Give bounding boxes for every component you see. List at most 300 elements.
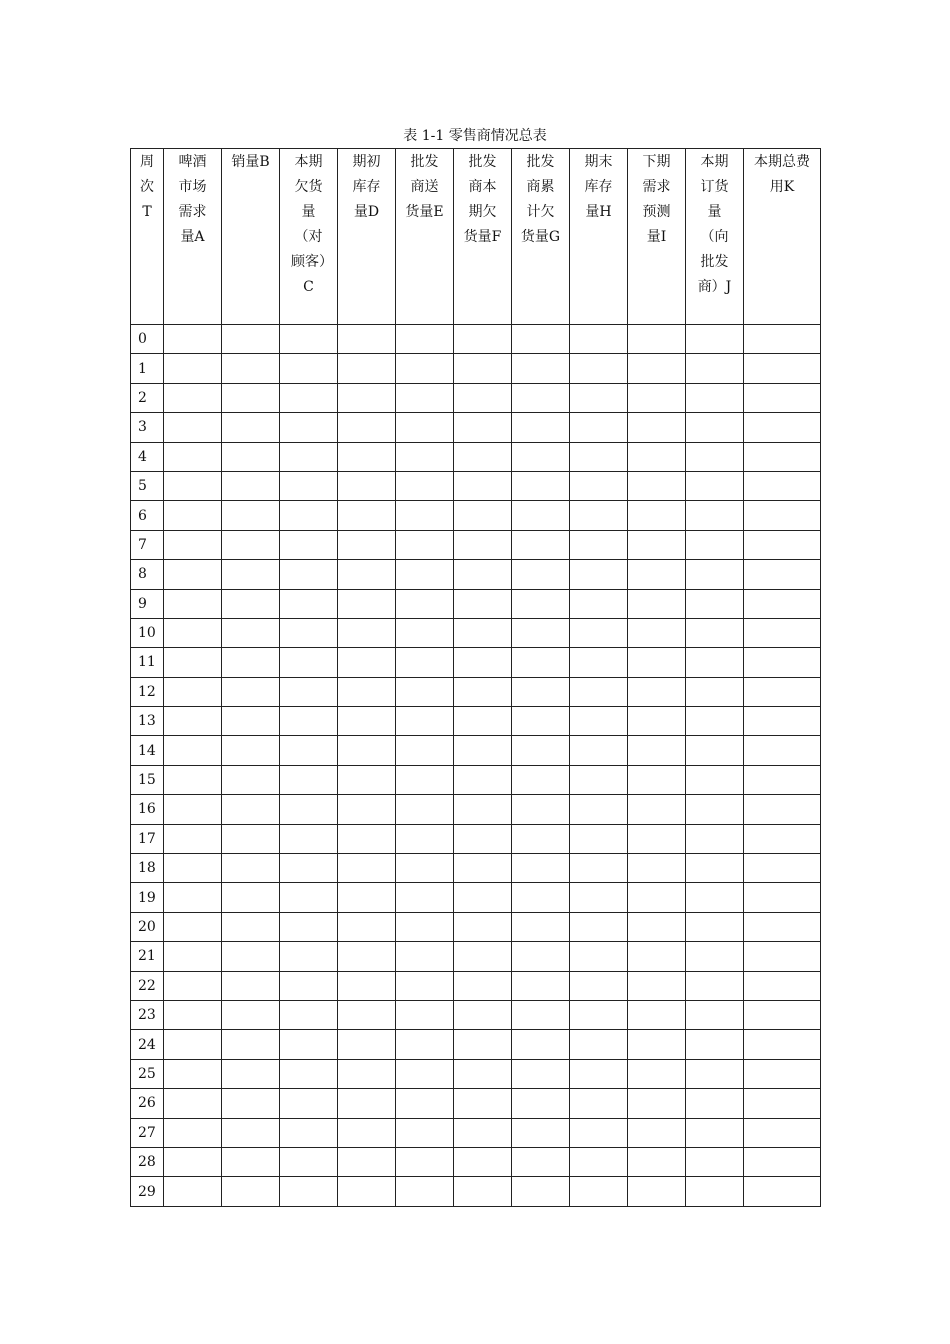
- empty-cell[interactable]: [222, 1147, 280, 1176]
- empty-cell[interactable]: [570, 971, 628, 1000]
- empty-cell[interactable]: [454, 1118, 512, 1147]
- empty-cell[interactable]: [396, 471, 454, 500]
- empty-cell[interactable]: [338, 1089, 396, 1118]
- empty-cell[interactable]: [280, 530, 338, 559]
- empty-cell[interactable]: [164, 325, 222, 354]
- empty-cell[interactable]: [164, 971, 222, 1000]
- empty-cell[interactable]: [570, 648, 628, 677]
- empty-cell[interactable]: [396, 1089, 454, 1118]
- empty-cell[interactable]: [396, 1000, 454, 1029]
- empty-cell[interactable]: [338, 589, 396, 618]
- empty-cell[interactable]: [628, 677, 686, 706]
- empty-cell[interactable]: [280, 1030, 338, 1059]
- empty-cell[interactable]: [512, 471, 570, 500]
- empty-cell[interactable]: [512, 736, 570, 765]
- empty-cell[interactable]: [744, 560, 821, 589]
- empty-cell[interactable]: [454, 795, 512, 824]
- empty-cell[interactable]: [338, 1059, 396, 1088]
- empty-cell[interactable]: [280, 765, 338, 794]
- empty-cell[interactable]: [454, 736, 512, 765]
- empty-cell[interactable]: [512, 912, 570, 941]
- empty-cell[interactable]: [280, 648, 338, 677]
- empty-cell[interactable]: [512, 560, 570, 589]
- empty-cell[interactable]: [222, 560, 280, 589]
- empty-cell[interactable]: [512, 325, 570, 354]
- empty-cell[interactable]: [454, 1177, 512, 1206]
- empty-cell[interactable]: [164, 736, 222, 765]
- empty-cell[interactable]: [164, 854, 222, 883]
- empty-cell[interactable]: [686, 883, 744, 912]
- empty-cell[interactable]: [744, 530, 821, 559]
- empty-cell[interactable]: [628, 1089, 686, 1118]
- empty-cell[interactable]: [628, 971, 686, 1000]
- empty-cell[interactable]: [686, 912, 744, 941]
- empty-cell[interactable]: [222, 530, 280, 559]
- empty-cell[interactable]: [396, 530, 454, 559]
- empty-cell[interactable]: [454, 677, 512, 706]
- empty-cell[interactable]: [164, 1177, 222, 1206]
- empty-cell[interactable]: [280, 383, 338, 412]
- empty-cell[interactable]: [280, 971, 338, 1000]
- empty-cell[interactable]: [164, 471, 222, 500]
- empty-cell[interactable]: [628, 618, 686, 647]
- empty-cell[interactable]: [628, 530, 686, 559]
- empty-cell[interactable]: [512, 618, 570, 647]
- empty-cell[interactable]: [512, 442, 570, 471]
- empty-cell[interactable]: [744, 589, 821, 618]
- empty-cell[interactable]: [338, 1000, 396, 1029]
- empty-cell[interactable]: [744, 942, 821, 971]
- empty-cell[interactable]: [512, 677, 570, 706]
- empty-cell[interactable]: [686, 648, 744, 677]
- empty-cell[interactable]: [280, 325, 338, 354]
- empty-cell[interactable]: [164, 648, 222, 677]
- empty-cell[interactable]: [280, 560, 338, 589]
- empty-cell[interactable]: [744, 1089, 821, 1118]
- empty-cell[interactable]: [628, 560, 686, 589]
- empty-cell[interactable]: [512, 354, 570, 383]
- empty-cell[interactable]: [280, 1000, 338, 1029]
- empty-cell[interactable]: [396, 912, 454, 941]
- empty-cell[interactable]: [222, 471, 280, 500]
- empty-cell[interactable]: [396, 589, 454, 618]
- empty-cell[interactable]: [338, 354, 396, 383]
- empty-cell[interactable]: [280, 413, 338, 442]
- empty-cell[interactable]: [338, 971, 396, 1000]
- empty-cell[interactable]: [512, 1118, 570, 1147]
- empty-cell[interactable]: [454, 618, 512, 647]
- empty-cell[interactable]: [338, 765, 396, 794]
- empty-cell[interactable]: [512, 501, 570, 530]
- empty-cell[interactable]: [396, 971, 454, 1000]
- empty-cell[interactable]: [280, 677, 338, 706]
- empty-cell[interactable]: [686, 971, 744, 1000]
- empty-cell[interactable]: [628, 942, 686, 971]
- empty-cell[interactable]: [280, 795, 338, 824]
- empty-cell[interactable]: [512, 1059, 570, 1088]
- empty-cell[interactable]: [744, 854, 821, 883]
- empty-cell[interactable]: [686, 795, 744, 824]
- empty-cell[interactable]: [164, 1059, 222, 1088]
- empty-cell[interactable]: [338, 1177, 396, 1206]
- empty-cell[interactable]: [686, 354, 744, 383]
- empty-cell[interactable]: [686, 383, 744, 412]
- empty-cell[interactable]: [338, 912, 396, 941]
- empty-cell[interactable]: [570, 795, 628, 824]
- empty-cell[interactable]: [222, 883, 280, 912]
- empty-cell[interactable]: [222, 707, 280, 736]
- empty-cell[interactable]: [164, 1030, 222, 1059]
- empty-cell[interactable]: [222, 942, 280, 971]
- empty-cell[interactable]: [686, 942, 744, 971]
- empty-cell[interactable]: [396, 707, 454, 736]
- empty-cell[interactable]: [164, 942, 222, 971]
- empty-cell[interactable]: [744, 1177, 821, 1206]
- empty-cell[interactable]: [222, 589, 280, 618]
- empty-cell[interactable]: [628, 442, 686, 471]
- empty-cell[interactable]: [338, 707, 396, 736]
- empty-cell[interactable]: [454, 854, 512, 883]
- empty-cell[interactable]: [512, 1000, 570, 1029]
- empty-cell[interactable]: [396, 560, 454, 589]
- empty-cell[interactable]: [686, 824, 744, 853]
- empty-cell[interactable]: [686, 1089, 744, 1118]
- empty-cell[interactable]: [686, 413, 744, 442]
- empty-cell[interactable]: [280, 471, 338, 500]
- empty-cell[interactable]: [454, 648, 512, 677]
- empty-cell[interactable]: [164, 707, 222, 736]
- empty-cell[interactable]: [280, 854, 338, 883]
- empty-cell[interactable]: [686, 1177, 744, 1206]
- empty-cell[interactable]: [744, 501, 821, 530]
- empty-cell[interactable]: [570, 589, 628, 618]
- empty-cell[interactable]: [570, 707, 628, 736]
- empty-cell[interactable]: [454, 883, 512, 912]
- empty-cell[interactable]: [280, 618, 338, 647]
- empty-cell[interactable]: [280, 883, 338, 912]
- empty-cell[interactable]: [396, 795, 454, 824]
- empty-cell[interactable]: [686, 442, 744, 471]
- empty-cell[interactable]: [338, 383, 396, 412]
- empty-cell[interactable]: [744, 1118, 821, 1147]
- empty-cell[interactable]: [570, 325, 628, 354]
- empty-cell[interactable]: [280, 942, 338, 971]
- empty-cell[interactable]: [280, 501, 338, 530]
- empty-cell[interactable]: [628, 824, 686, 853]
- empty-cell[interactable]: [222, 824, 280, 853]
- empty-cell[interactable]: [686, 854, 744, 883]
- empty-cell[interactable]: [686, 707, 744, 736]
- empty-cell[interactable]: [338, 648, 396, 677]
- empty-cell[interactable]: [164, 677, 222, 706]
- empty-cell[interactable]: [744, 471, 821, 500]
- empty-cell[interactable]: [686, 1000, 744, 1029]
- empty-cell[interactable]: [570, 1118, 628, 1147]
- empty-cell[interactable]: [744, 1059, 821, 1088]
- empty-cell[interactable]: [628, 413, 686, 442]
- empty-cell[interactable]: [512, 824, 570, 853]
- empty-cell[interactable]: [338, 942, 396, 971]
- empty-cell[interactable]: [628, 912, 686, 941]
- empty-cell[interactable]: [280, 1059, 338, 1088]
- empty-cell[interactable]: [396, 765, 454, 794]
- empty-cell[interactable]: [686, 325, 744, 354]
- empty-cell[interactable]: [628, 854, 686, 883]
- empty-cell[interactable]: [396, 1030, 454, 1059]
- empty-cell[interactable]: [396, 501, 454, 530]
- empty-cell[interactable]: [512, 942, 570, 971]
- empty-cell[interactable]: [744, 442, 821, 471]
- empty-cell[interactable]: [512, 413, 570, 442]
- empty-cell[interactable]: [164, 795, 222, 824]
- empty-cell[interactable]: [744, 677, 821, 706]
- empty-cell[interactable]: [164, 354, 222, 383]
- empty-cell[interactable]: [628, 795, 686, 824]
- empty-cell[interactable]: [280, 442, 338, 471]
- empty-cell[interactable]: [454, 383, 512, 412]
- empty-cell[interactable]: [570, 354, 628, 383]
- empty-cell[interactable]: [454, 1059, 512, 1088]
- empty-cell[interactable]: [628, 1000, 686, 1029]
- empty-cell[interactable]: [512, 1089, 570, 1118]
- empty-cell[interactable]: [222, 648, 280, 677]
- empty-cell[interactable]: [454, 442, 512, 471]
- empty-cell[interactable]: [164, 912, 222, 941]
- empty-cell[interactable]: [396, 677, 454, 706]
- empty-cell[interactable]: [570, 942, 628, 971]
- empty-cell[interactable]: [454, 354, 512, 383]
- empty-cell[interactable]: [222, 1118, 280, 1147]
- empty-cell[interactable]: [396, 442, 454, 471]
- empty-cell[interactable]: [222, 1000, 280, 1029]
- empty-cell[interactable]: [280, 589, 338, 618]
- empty-cell[interactable]: [628, 736, 686, 765]
- empty-cell[interactable]: [222, 765, 280, 794]
- empty-cell[interactable]: [686, 1030, 744, 1059]
- empty-cell[interactable]: [164, 765, 222, 794]
- empty-cell[interactable]: [454, 413, 512, 442]
- empty-cell[interactable]: [222, 854, 280, 883]
- empty-cell[interactable]: [570, 1030, 628, 1059]
- empty-cell[interactable]: [164, 442, 222, 471]
- empty-cell[interactable]: [686, 765, 744, 794]
- empty-cell[interactable]: [570, 560, 628, 589]
- empty-cell[interactable]: [222, 383, 280, 412]
- empty-cell[interactable]: [338, 325, 396, 354]
- empty-cell[interactable]: [280, 1177, 338, 1206]
- empty-cell[interactable]: [222, 1059, 280, 1088]
- empty-cell[interactable]: [744, 736, 821, 765]
- empty-cell[interactable]: [164, 1118, 222, 1147]
- empty-cell[interactable]: [686, 530, 744, 559]
- empty-cell[interactable]: [222, 501, 280, 530]
- empty-cell[interactable]: [338, 883, 396, 912]
- empty-cell[interactable]: [280, 824, 338, 853]
- empty-cell[interactable]: [628, 1147, 686, 1176]
- empty-cell[interactable]: [686, 1118, 744, 1147]
- empty-cell[interactable]: [454, 765, 512, 794]
- empty-cell[interactable]: [396, 1177, 454, 1206]
- empty-cell[interactable]: [628, 707, 686, 736]
- empty-cell[interactable]: [570, 1177, 628, 1206]
- empty-cell[interactable]: [512, 589, 570, 618]
- empty-cell[interactable]: [338, 618, 396, 647]
- empty-cell[interactable]: [222, 618, 280, 647]
- empty-cell[interactable]: [280, 1147, 338, 1176]
- empty-cell[interactable]: [396, 1147, 454, 1176]
- empty-cell[interactable]: [744, 1147, 821, 1176]
- empty-cell[interactable]: [570, 736, 628, 765]
- empty-cell[interactable]: [628, 471, 686, 500]
- empty-cell[interactable]: [164, 618, 222, 647]
- empty-cell[interactable]: [222, 971, 280, 1000]
- empty-cell[interactable]: [164, 1000, 222, 1029]
- empty-cell[interactable]: [570, 501, 628, 530]
- empty-cell[interactable]: [222, 912, 280, 941]
- empty-cell[interactable]: [222, 677, 280, 706]
- empty-cell[interactable]: [454, 971, 512, 1000]
- empty-cell[interactable]: [686, 618, 744, 647]
- empty-cell[interactable]: [454, 1000, 512, 1029]
- empty-cell[interactable]: [222, 413, 280, 442]
- empty-cell[interactable]: [628, 1059, 686, 1088]
- empty-cell[interactable]: [744, 707, 821, 736]
- empty-cell[interactable]: [512, 530, 570, 559]
- empty-cell[interactable]: [570, 1147, 628, 1176]
- empty-cell[interactable]: [338, 442, 396, 471]
- empty-cell[interactable]: [164, 501, 222, 530]
- empty-cell[interactable]: [512, 1030, 570, 1059]
- empty-cell[interactable]: [570, 824, 628, 853]
- empty-cell[interactable]: [222, 354, 280, 383]
- empty-cell[interactable]: [512, 854, 570, 883]
- empty-cell[interactable]: [164, 383, 222, 412]
- empty-cell[interactable]: [570, 883, 628, 912]
- empty-cell[interactable]: [744, 413, 821, 442]
- empty-cell[interactable]: [280, 707, 338, 736]
- empty-cell[interactable]: [396, 618, 454, 647]
- empty-cell[interactable]: [396, 383, 454, 412]
- empty-cell[interactable]: [628, 1118, 686, 1147]
- empty-cell[interactable]: [628, 883, 686, 912]
- empty-cell[interactable]: [628, 501, 686, 530]
- empty-cell[interactable]: [454, 1030, 512, 1059]
- empty-cell[interactable]: [338, 530, 396, 559]
- empty-cell[interactable]: [744, 1000, 821, 1029]
- empty-cell[interactable]: [396, 854, 454, 883]
- empty-cell[interactable]: [744, 383, 821, 412]
- empty-cell[interactable]: [512, 648, 570, 677]
- empty-cell[interactable]: [280, 354, 338, 383]
- empty-cell[interactable]: [686, 1059, 744, 1088]
- empty-cell[interactable]: [338, 824, 396, 853]
- empty-cell[interactable]: [338, 1147, 396, 1176]
- empty-cell[interactable]: [280, 1118, 338, 1147]
- empty-cell[interactable]: [338, 1030, 396, 1059]
- empty-cell[interactable]: [454, 589, 512, 618]
- empty-cell[interactable]: [222, 1030, 280, 1059]
- empty-cell[interactable]: [222, 1177, 280, 1206]
- empty-cell[interactable]: [164, 530, 222, 559]
- empty-cell[interactable]: [570, 912, 628, 941]
- empty-cell[interactable]: [338, 736, 396, 765]
- empty-cell[interactable]: [512, 707, 570, 736]
- empty-cell[interactable]: [512, 1177, 570, 1206]
- empty-cell[interactable]: [570, 1089, 628, 1118]
- empty-cell[interactable]: [396, 354, 454, 383]
- empty-cell[interactable]: [570, 1000, 628, 1029]
- empty-cell[interactable]: [686, 501, 744, 530]
- empty-cell[interactable]: [338, 560, 396, 589]
- empty-cell[interactable]: [396, 1059, 454, 1088]
- empty-cell[interactable]: [164, 413, 222, 442]
- empty-cell[interactable]: [454, 824, 512, 853]
- empty-cell[interactable]: [338, 413, 396, 442]
- empty-cell[interactable]: [744, 354, 821, 383]
- empty-cell[interactable]: [454, 707, 512, 736]
- empty-cell[interactable]: [744, 648, 821, 677]
- empty-cell[interactable]: [512, 765, 570, 794]
- empty-cell[interactable]: [280, 912, 338, 941]
- empty-cell[interactable]: [686, 589, 744, 618]
- empty-cell[interactable]: [164, 1089, 222, 1118]
- empty-cell[interactable]: [744, 912, 821, 941]
- empty-cell[interactable]: [686, 1147, 744, 1176]
- empty-cell[interactable]: [686, 736, 744, 765]
- empty-cell[interactable]: [628, 648, 686, 677]
- empty-cell[interactable]: [222, 325, 280, 354]
- empty-cell[interactable]: [512, 1147, 570, 1176]
- empty-cell[interactable]: [512, 971, 570, 1000]
- empty-cell[interactable]: [686, 560, 744, 589]
- empty-cell[interactable]: [744, 765, 821, 794]
- empty-cell[interactable]: [570, 677, 628, 706]
- empty-cell[interactable]: [686, 471, 744, 500]
- empty-cell[interactable]: [280, 1089, 338, 1118]
- empty-cell[interactable]: [570, 413, 628, 442]
- empty-cell[interactable]: [628, 1177, 686, 1206]
- empty-cell[interactable]: [570, 618, 628, 647]
- empty-cell[interactable]: [454, 471, 512, 500]
- empty-cell[interactable]: [744, 1030, 821, 1059]
- empty-cell[interactable]: [744, 795, 821, 824]
- empty-cell[interactable]: [512, 795, 570, 824]
- empty-cell[interactable]: [454, 501, 512, 530]
- empty-cell[interactable]: [396, 824, 454, 853]
- empty-cell[interactable]: [570, 442, 628, 471]
- empty-cell[interactable]: [628, 383, 686, 412]
- empty-cell[interactable]: [628, 354, 686, 383]
- empty-cell[interactable]: [338, 854, 396, 883]
- empty-cell[interactable]: [454, 530, 512, 559]
- empty-cell[interactable]: [164, 560, 222, 589]
- empty-cell[interactable]: [222, 736, 280, 765]
- empty-cell[interactable]: [338, 677, 396, 706]
- empty-cell[interactable]: [454, 1089, 512, 1118]
- empty-cell[interactable]: [396, 325, 454, 354]
- empty-cell[interactable]: [164, 824, 222, 853]
- empty-cell[interactable]: [338, 795, 396, 824]
- empty-cell[interactable]: [396, 1118, 454, 1147]
- empty-cell[interactable]: [570, 765, 628, 794]
- empty-cell[interactable]: [396, 883, 454, 912]
- empty-cell[interactable]: [454, 1147, 512, 1176]
- empty-cell[interactable]: [628, 325, 686, 354]
- empty-cell[interactable]: [396, 942, 454, 971]
- empty-cell[interactable]: [280, 736, 338, 765]
- empty-cell[interactable]: [396, 413, 454, 442]
- empty-cell[interactable]: [164, 1147, 222, 1176]
